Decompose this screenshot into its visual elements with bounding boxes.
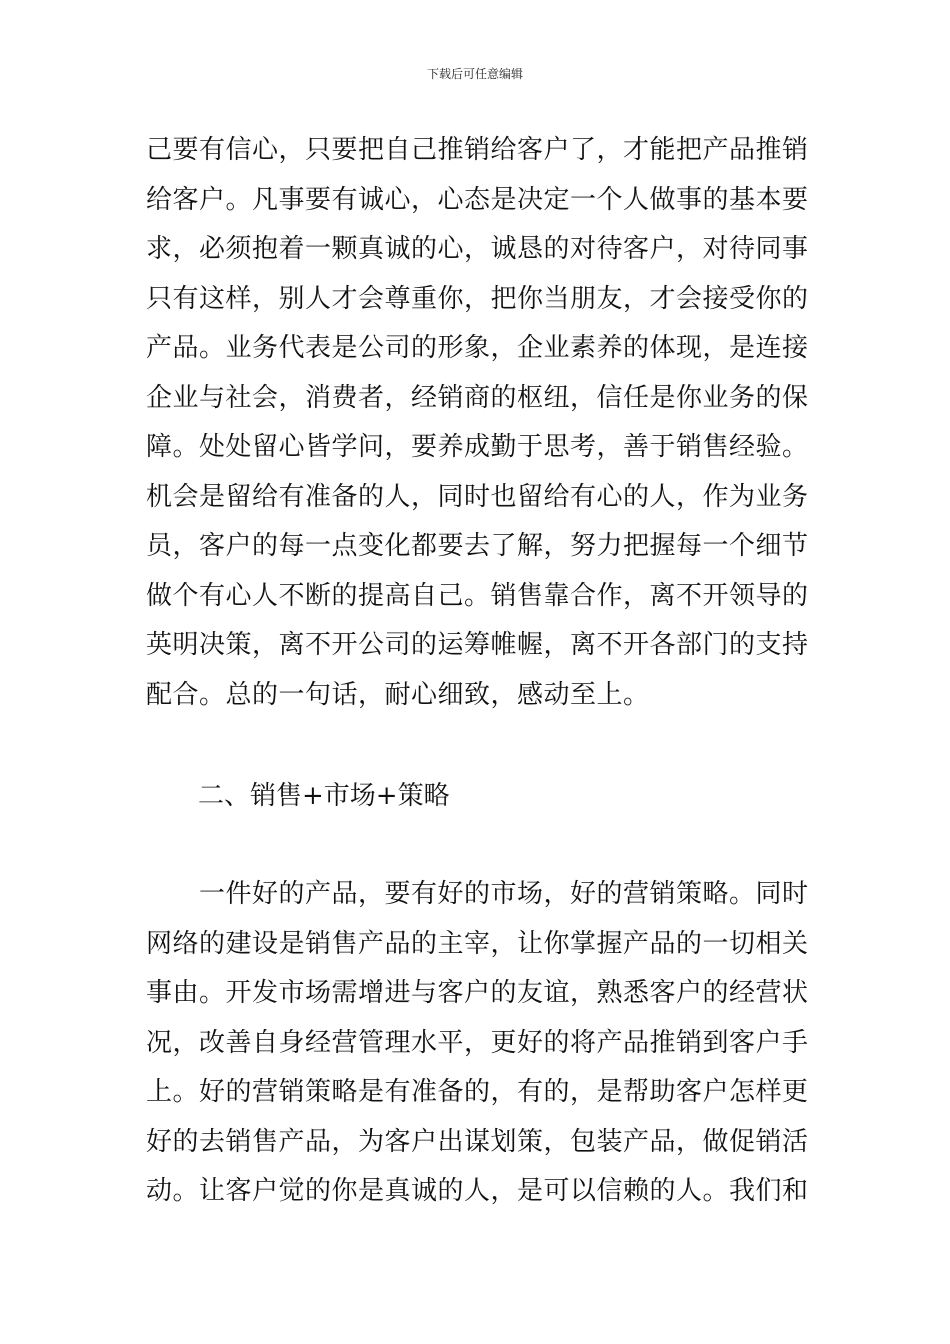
paragraph-line: 做个有心人不断的提高自己。销售靠合作，离不开领导的 bbox=[146, 580, 809, 611]
paragraph-line: 企业与社会，消费者，经销商的枢纽，信任是你业务的保 bbox=[146, 382, 809, 413]
paragraph-line: 障。处处留心皆学问，要养成勤于思考，善于销售经验。 bbox=[146, 432, 809, 462]
paragraph-line: 配合。总的一句话，耐心细致，感动至上。 bbox=[146, 679, 650, 710]
paragraph-line: 机会是留给有准备的人，同时也留给有心的人，作为业务 bbox=[146, 481, 809, 512]
paragraph-2 bbox=[146, 870, 808, 1217]
paragraph-line: 英明决策，离不开公司的运筹帷幄，离不开各部门的支持 bbox=[146, 630, 809, 660]
section-heading: 二、销售+市场+策略 bbox=[198, 781, 450, 811]
paragraph-line: 员，客户的每一点变化都要去了解，努力把握每一个细节 bbox=[146, 531, 809, 561]
paragraph-line: 给客户。凡事要有诚心，心态是决定一个人做事的基本要 bbox=[146, 184, 809, 215]
paragraph-line: 事由。开发市场需增进与客户的友谊，熟悉客户的经营状 bbox=[146, 978, 809, 1008]
paragraph-1 bbox=[146, 126, 808, 720]
paragraph-line: 动。让客户觉的你是真诚的人，是可以信赖的人。我们和 bbox=[146, 1176, 809, 1206]
paragraph-line: 只有这样，别人才会尊重你，把你当朋友，才会接受你的 bbox=[146, 283, 809, 314]
paragraph-line: 好的去销售产品，为客户出谋划策，包装产品，做促销活 bbox=[146, 1126, 809, 1157]
paragraph-line: 网络的建设是销售产品的主宰，让你掌握产品的一切相关 bbox=[146, 928, 809, 959]
paragraph-line: 一件好的产品，要有好的市场，好的营销策略。同时 bbox=[146, 879, 809, 909]
paragraph-line: 产品。业务代表是公司的形象，企业素养的体现，是连接 bbox=[146, 333, 809, 363]
page-header-note: 下载后可任意编辑 bbox=[426, 67, 523, 81]
paragraph-line: 求，必须抱着一颗真诚的心，诚恳的对待客户，对待同事 bbox=[146, 234, 809, 264]
paragraph-line: 况，改善自身经营管理水平，更好的将产品推销到客户手 bbox=[146, 1027, 809, 1058]
paragraph-line: 己要有信心，只要把自己推销给客户了，才能把产品推销 bbox=[146, 135, 809, 165]
paragraph-line: 上。好的营销策略是有准备的，有的，是帮助客户怎样更 bbox=[146, 1077, 809, 1107]
